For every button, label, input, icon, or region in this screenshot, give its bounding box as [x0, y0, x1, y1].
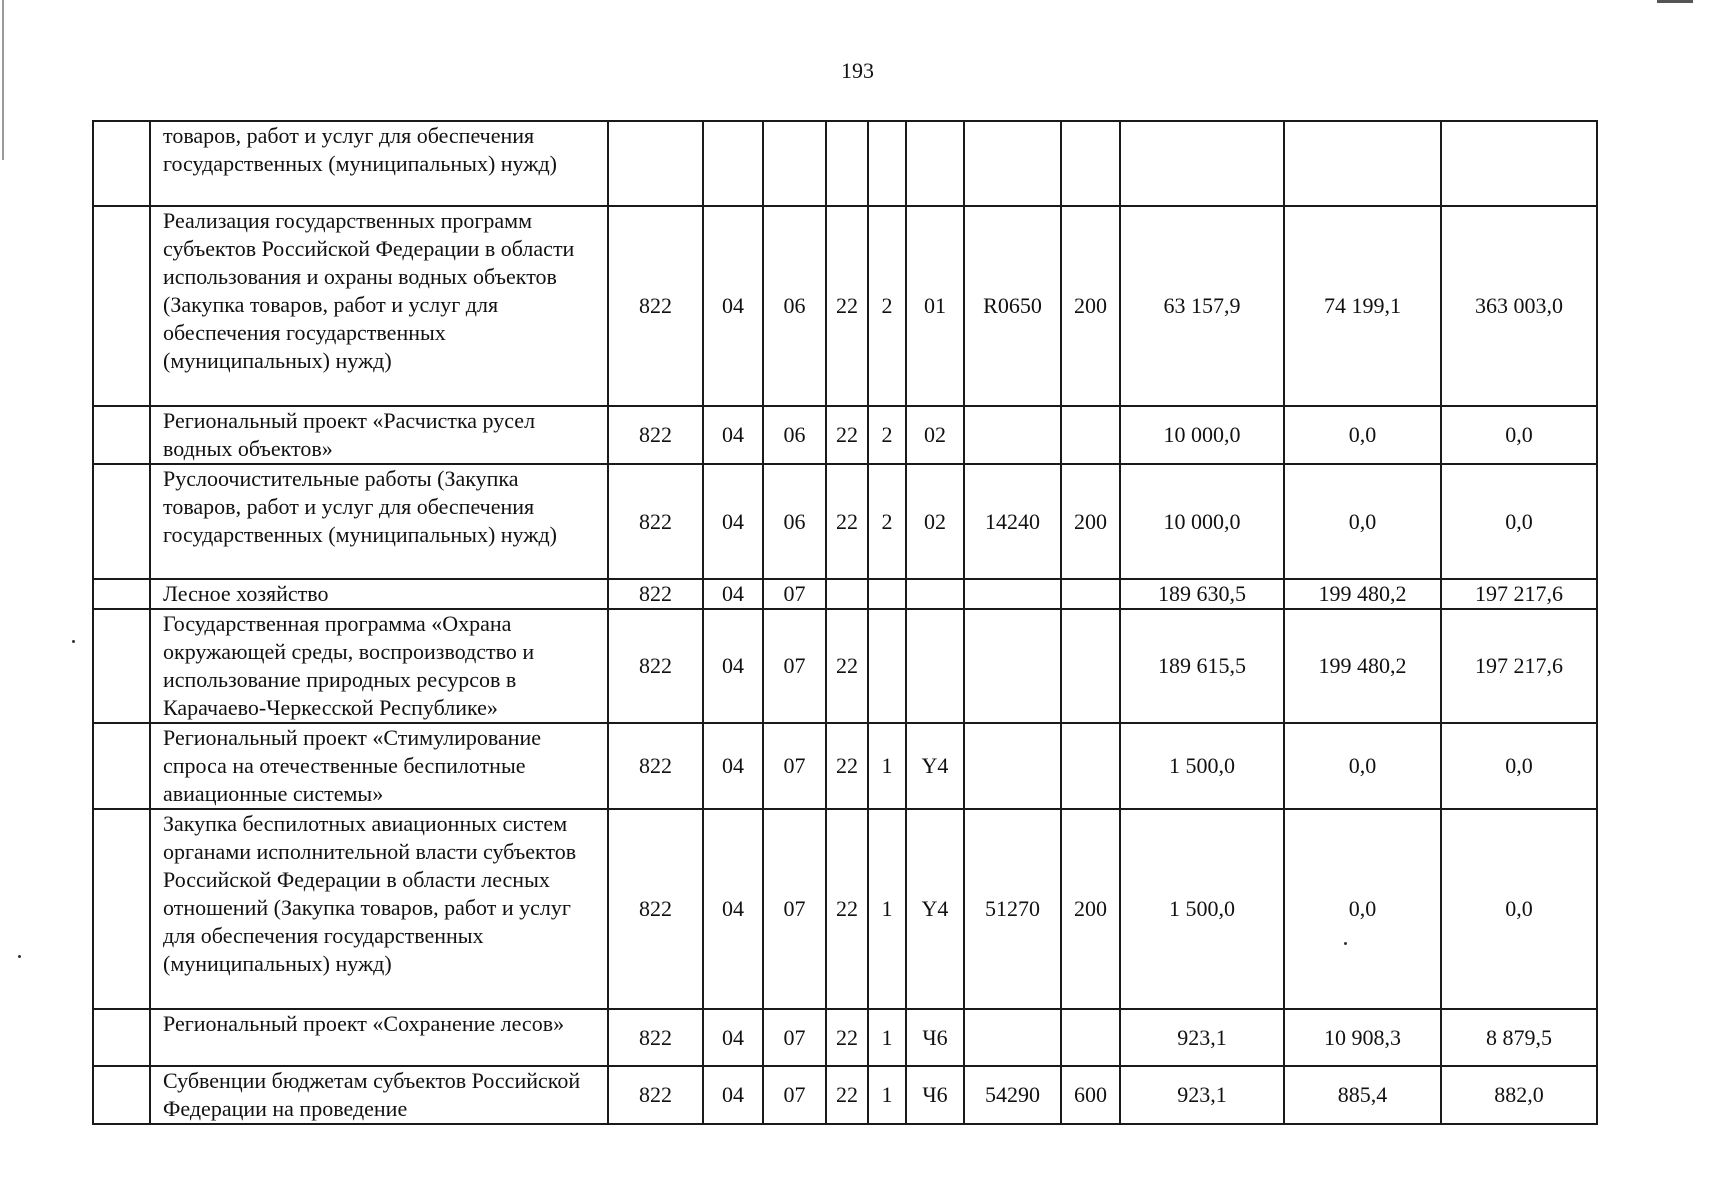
row-number-cell [93, 1066, 150, 1124]
target-article-program-cell: 22 [826, 464, 868, 579]
item-name-cell: Руслоочистительные работы (Закупка товаров, работ и услуг для обеспечения государственных (муниципальных) нужд) [150, 464, 608, 579]
pr-cell: 07 [763, 1066, 826, 1124]
amount-year3-cell [1441, 121, 1597, 206]
target-article-program-cell: 22 [826, 206, 868, 406]
expense-type-cell [1061, 406, 1120, 464]
amount-year3-cell: 0,0 [1441, 406, 1597, 464]
target-article-subprogram-cell: 1 [868, 809, 906, 1009]
ved-cell: 822 [608, 406, 703, 464]
item-name-cell: Реализация государственных программ субъектов Российской Федерации в области использования и охраны водных объектов (Закупка товаров, работ и услуг для обеспечения государственных (муниципальных) нужд) [150, 206, 608, 406]
target-article-direction-cell [964, 406, 1061, 464]
table-row [93, 579, 1597, 609]
row-number-cell [93, 723, 150, 809]
target-article-subprogram-cell [868, 121, 906, 206]
expense-type-cell [1061, 121, 1120, 206]
target-article-project-cell: 02 [906, 406, 964, 464]
target-article-direction-cell [964, 579, 1061, 609]
amount-year3-cell: 882,0 [1441, 1066, 1597, 1124]
amount-year3-cell: 197 217,6 [1441, 609, 1597, 723]
ved-cell: 822 [608, 809, 703, 1009]
target-article-project-cell: 02 [906, 464, 964, 579]
target-article-program-cell [826, 579, 868, 609]
pr-cell: 06 [763, 206, 826, 406]
table-row [93, 723, 1597, 809]
row-number-cell [93, 464, 150, 579]
ved-cell: 822 [608, 1009, 703, 1066]
rz-cell: 04 [703, 609, 763, 723]
target-article-project-cell: Ч6 [906, 1066, 964, 1124]
scan-speck [72, 640, 75, 643]
item-name-cell: Субвенции бюджетам субъектов Российской Федерации на проведение [150, 1066, 608, 1124]
amount-year3-cell: 0,0 [1441, 723, 1597, 809]
item-name-cell: Лесное хозяйство [150, 579, 608, 609]
rz-cell: 04 [703, 406, 763, 464]
target-article-subprogram-cell: 2 [868, 406, 906, 464]
target-article-program-cell: 22 [826, 809, 868, 1009]
table-row [93, 206, 1597, 406]
rz-cell: 04 [703, 1009, 763, 1066]
expense-type-cell [1061, 1009, 1120, 1066]
amount-year3-cell: 0,0 [1441, 809, 1597, 1009]
target-article-project-cell [906, 579, 964, 609]
amount-year2-cell: 0,0 [1284, 406, 1441, 464]
row-number-cell [93, 121, 150, 206]
pr-cell: 07 [763, 609, 826, 723]
target-article-project-cell: Y4 [906, 723, 964, 809]
table-row [93, 121, 1597, 206]
amount-year3-cell: 8 879,5 [1441, 1009, 1597, 1066]
expense-type-cell [1061, 723, 1120, 809]
pr-cell: 07 [763, 1009, 826, 1066]
ved-cell [608, 121, 703, 206]
amount-year3-cell: 0,0 [1441, 464, 1597, 579]
expense-type-cell [1061, 609, 1120, 723]
ved-cell: 822 [608, 579, 703, 609]
target-article-direction-cell [964, 609, 1061, 723]
amount-year3-cell: 363 003,0 [1441, 206, 1597, 406]
target-article-program-cell [826, 121, 868, 206]
amount-year2-cell: 885,4 [1284, 1066, 1441, 1124]
table-row [93, 609, 1597, 723]
amount-year2-cell: 74 199,1 [1284, 206, 1441, 406]
budget-table [92, 120, 1598, 1125]
target-article-program-cell: 22 [826, 406, 868, 464]
pr-cell: 06 [763, 464, 826, 579]
scan-speck [18, 955, 21, 958]
page-number: 193 [841, 58, 874, 83]
item-name-cell: Региональный проект «Сохранение лесов» [150, 1009, 608, 1066]
target-article-project-cell: 01 [906, 206, 964, 406]
amount-year1-cell: 1 500,0 [1120, 809, 1284, 1009]
item-name-cell: товаров, работ и услуг для обеспечения государственных (муниципальных) нужд) [150, 121, 608, 206]
target-article-direction-cell [964, 723, 1061, 809]
table-row [93, 406, 1597, 464]
amount-year2-cell: 199 480,2 [1284, 579, 1441, 609]
row-number-cell [93, 809, 150, 1009]
pr-cell: 07 [763, 809, 826, 1009]
target-article-subprogram-cell: 1 [868, 1066, 906, 1124]
table-row [93, 1066, 1597, 1124]
amount-year2-cell: 0,0 [1284, 464, 1441, 579]
target-article-subprogram-cell [868, 609, 906, 723]
amount-year2-cell: 10 908,3 [1284, 1009, 1441, 1066]
amount-year1-cell: 10 000,0 [1120, 406, 1284, 464]
target-article-program-cell: 22 [826, 609, 868, 723]
target-article-direction-cell [964, 121, 1061, 206]
item-name-cell: Закупка беспилотных авиационных систем органами исполнительной власти субъектов Российской Федерации в области лесных отношений (Закупка товаров, работ и услуг для обеспечения государственных (муниципальных) нужд) [150, 809, 608, 1009]
row-number-cell [93, 1009, 150, 1066]
expense-type-cell: 600 [1061, 1066, 1120, 1124]
rz-cell: 04 [703, 579, 763, 609]
target-article-direction-cell: 51270 [964, 809, 1061, 1009]
table-row [93, 1009, 1597, 1066]
rz-cell: 04 [703, 723, 763, 809]
target-article-program-cell: 22 [826, 723, 868, 809]
target-article-project-cell: Ч6 [906, 1009, 964, 1066]
row-number-cell [93, 609, 150, 723]
item-name-cell: Региональный проект «Стимулирование спроса на отечественные беспилотные авиационные системы» [150, 723, 608, 809]
item-name-cell: Государственная программа «Охрана окружающей среды, воспроизводство и использование природных ресурсов в Карачаево-Черкесской Республике» [150, 609, 608, 723]
row-number-cell [93, 579, 150, 609]
target-article-program-cell: 22 [826, 1066, 868, 1124]
amount-year3-cell: 197 217,6 [1441, 579, 1597, 609]
target-article-direction-cell [964, 1009, 1061, 1066]
ved-cell: 822 [608, 723, 703, 809]
amount-year1-cell: 189 630,5 [1120, 579, 1284, 609]
amount-year2-cell [1284, 121, 1441, 206]
target-article-project-cell [906, 609, 964, 723]
ved-cell: 822 [608, 609, 703, 723]
expense-type-cell: 200 [1061, 809, 1120, 1009]
target-article-subprogram-cell: 2 [868, 464, 906, 579]
amount-year1-cell [1120, 121, 1284, 206]
rz-cell: 04 [703, 464, 763, 579]
rz-cell [703, 121, 763, 206]
amount-year1-cell: 923,1 [1120, 1066, 1284, 1124]
rz-cell: 04 [703, 809, 763, 1009]
amount-year1-cell: 189 615,5 [1120, 609, 1284, 723]
expense-type-cell: 200 [1061, 206, 1120, 406]
amount-year1-cell: 63 157,9 [1120, 206, 1284, 406]
rz-cell: 04 [703, 1066, 763, 1124]
ved-cell: 822 [608, 464, 703, 579]
expense-type-cell [1061, 579, 1120, 609]
pr-cell [763, 121, 826, 206]
amount-year2-cell: 0,0 [1284, 809, 1441, 1009]
pr-cell: 06 [763, 406, 826, 464]
table-row [93, 464, 1597, 579]
target-article-direction-cell: R0650 [964, 206, 1061, 406]
row-number-cell [93, 406, 150, 464]
amount-year2-cell: 199 480,2 [1284, 609, 1441, 723]
target-article-direction-cell: 14240 [964, 464, 1061, 579]
target-article-subprogram-cell: 1 [868, 723, 906, 809]
target-article-subprogram-cell [868, 579, 906, 609]
ved-cell: 822 [608, 1066, 703, 1124]
pr-cell: 07 [763, 723, 826, 809]
target-article-subprogram-cell: 1 [868, 1009, 906, 1066]
amount-year1-cell: 10 000,0 [1120, 464, 1284, 579]
target-article-project-cell [906, 121, 964, 206]
target-article-direction-cell: 54290 [964, 1066, 1061, 1124]
row-number-cell [93, 206, 150, 406]
item-name-cell: Региональный проект «Расчистка русел водных объектов» [150, 406, 608, 464]
amount-year2-cell: 0,0 [1284, 723, 1441, 809]
target-article-program-cell: 22 [826, 1009, 868, 1066]
rz-cell: 04 [703, 206, 763, 406]
ved-cell: 822 [608, 206, 703, 406]
scan-corner-mark [1657, 0, 1693, 3]
target-article-subprogram-cell: 2 [868, 206, 906, 406]
target-article-project-cell: Y4 [906, 809, 964, 1009]
expense-type-cell: 200 [1061, 464, 1120, 579]
amount-year1-cell: 923,1 [1120, 1009, 1284, 1066]
amount-year1-cell: 1 500,0 [1120, 723, 1284, 809]
pr-cell: 07 [763, 579, 826, 609]
table-row [93, 809, 1597, 1009]
